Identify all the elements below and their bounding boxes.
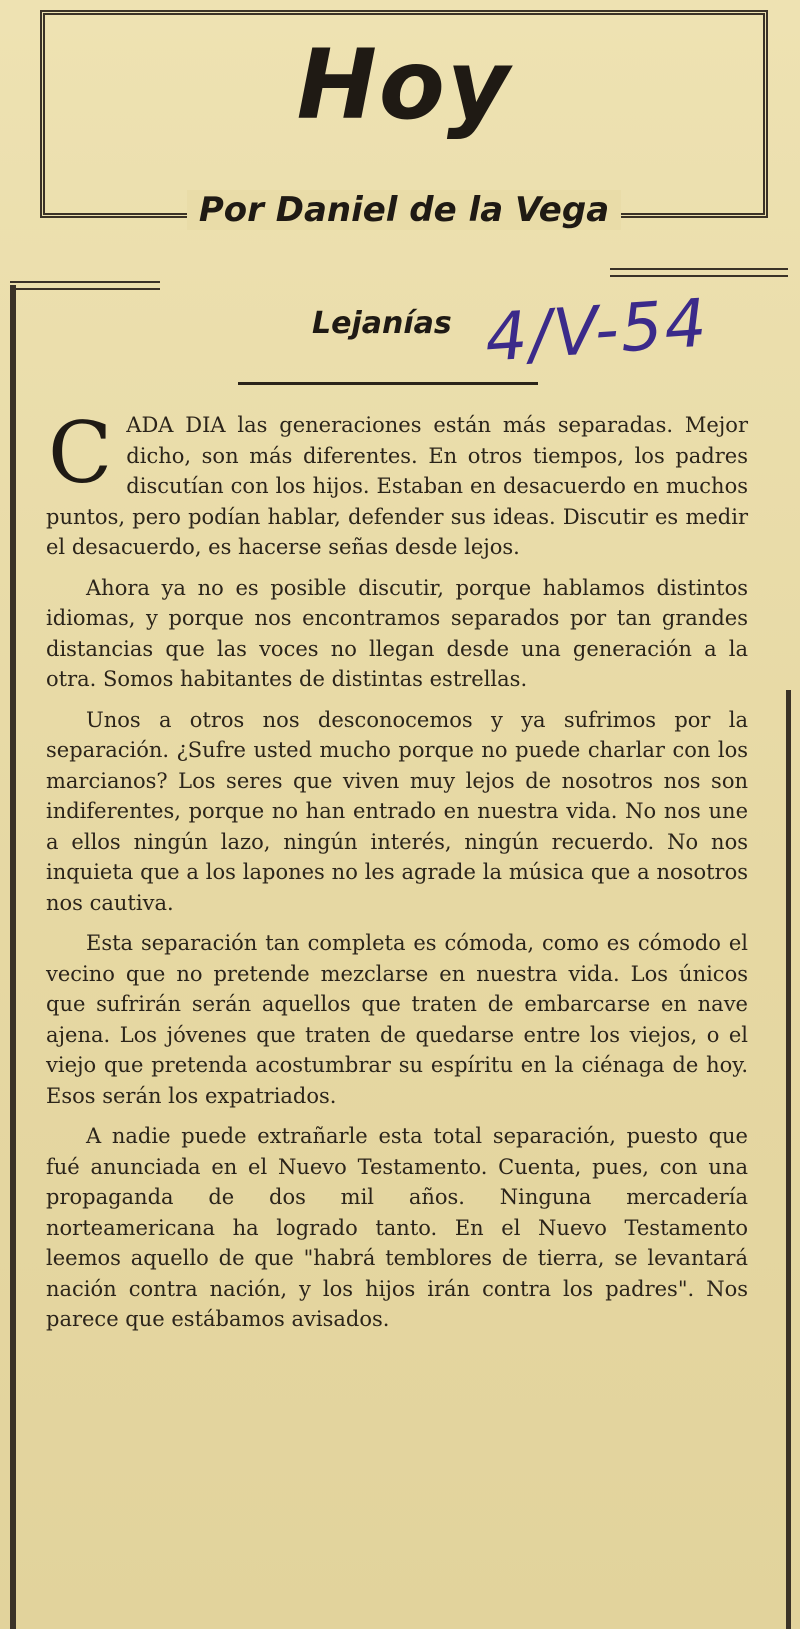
section-underline bbox=[238, 382, 538, 385]
article-paragraph: Esta separación tan completa es cómoda, como es cómodo el vecino que no pretende mezclarse en nuestra vida. Los únicos que sufrirán serán aquellos que traten de embarcarse en nave ajena. Los jóvenes que traten de quedarse entre los viejos, o el viejo que pretenda acostumbrar su espíritu en la ciénaga de hoy. Esos serán los expatriados. bbox=[46, 931, 748, 1108]
frame-left-rule bbox=[10, 285, 16, 1629]
byline bbox=[45, 190, 763, 230]
frame-top-left-rule bbox=[10, 281, 160, 290]
article-paragraph bbox=[46, 404, 748, 563]
byline-text: Por Daniel de la Vega bbox=[187, 190, 621, 230]
drop-cap: C bbox=[48, 404, 113, 502]
frame-right-rule bbox=[786, 690, 791, 1629]
article-body bbox=[46, 404, 748, 1345]
article-paragraph: Ahora ya no es posible discutir, porque hablamos distintos idiomas, y porque nos encontramos separados por tan grandes distancias que las voces no llegan desde una generación a la otra. Somos habitantes de distintas estrellas. bbox=[46, 575, 748, 691]
article-paragraph: A nadie puede extrañarle esta total separación, puesto que fué anunciada en el Nuevo Testamento. Cuenta, pues, con una propaganda de dos mil años. Ninguna mercadería norteamericana ha logrado tanto. En el Nuevo Testamento leemos aquello de que "habrá temblores de tierra, se levantará nación contra nación, y los hijos irán contra los padres". Nos parece que estábamos avisados. bbox=[46, 1124, 748, 1331]
paragraph-text: ADA DIA las generaciones están más separadas. Mejor dicho, son más diferentes. En otros tiempos, los padres discutían con los hijos. Estaban en desacuerdo en muchos puntos, pero podían hablar, defender sus ideas. Discutir es medir el desacuerdo, es hacerse señas desde lejos. bbox=[46, 413, 748, 559]
column-title: Hoy bbox=[296, 29, 512, 141]
section-title: Lejanías bbox=[312, 306, 452, 341]
handwritten-date: 4/V-54 bbox=[482, 284, 711, 377]
article-paragraph: Unos a otros nos desconocemos y ya sufrimos por la separación. ¿Sufre usted mucho porque no puede charlar con los marcianos? Los seres que viven muy lejos de nosotros nos son indiferentes, porque no han entrado en nuestra vida. No nos une a ellos ningún lazo, ningún interés, ningún recuerdo. No nos inquieta que a los lapones no les agrade la música que a nosotros nos cautiva. bbox=[46, 707, 748, 915]
masthead-box bbox=[40, 10, 768, 230]
frame-top-right-rule bbox=[610, 268, 788, 277]
